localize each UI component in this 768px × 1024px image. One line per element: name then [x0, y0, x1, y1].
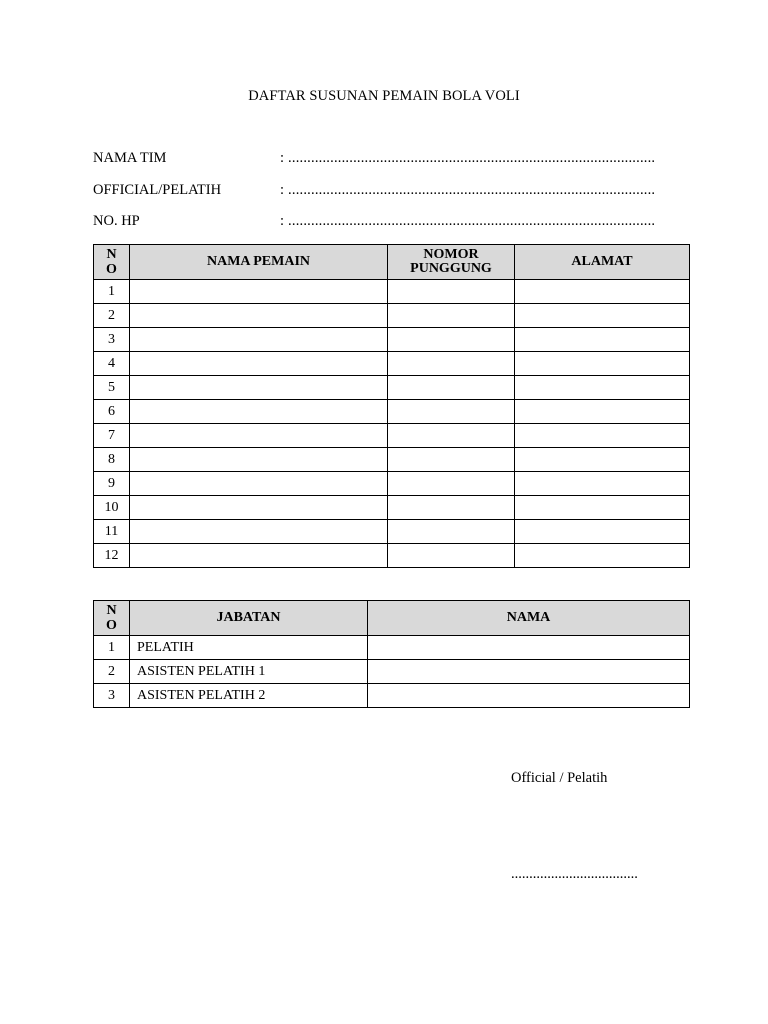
- staff-jabatan-cell: ASISTEN PELATIH 1: [130, 660, 368, 684]
- players-table: [93, 244, 690, 568]
- table-row: [94, 328, 690, 352]
- staff-header-no: [94, 601, 130, 636]
- player-number-cell[interactable]: [388, 280, 515, 304]
- field-label-official-pelatih: OFFICIAL/PELATIH: [93, 182, 222, 198]
- field-value-no-hp[interactable]: : ................................................................................................: [280, 213, 656, 229]
- player-number-cell[interactable]: [388, 304, 515, 328]
- field-row-no-hp: [93, 213, 693, 233]
- table-row: [94, 636, 690, 660]
- staff-table: [93, 600, 690, 708]
- staff-nama-cell[interactable]: [368, 660, 690, 684]
- staff-header-no-line2: O: [106, 618, 117, 633]
- player-row-no: 11: [94, 520, 130, 544]
- players-header-no: [94, 245, 130, 280]
- player-row-no: 7: [94, 424, 130, 448]
- player-number-cell[interactable]: [388, 448, 515, 472]
- player-row-no: 1: [94, 280, 130, 304]
- table-row: [94, 496, 690, 520]
- field-row-nama-tim: [93, 150, 693, 170]
- player-name-cell[interactable]: [130, 400, 388, 424]
- staff-nama-cell[interactable]: [368, 684, 690, 708]
- players-header-no-line2: O: [106, 262, 117, 277]
- player-name-cell[interactable]: [130, 448, 388, 472]
- player-address-cell[interactable]: [515, 472, 690, 496]
- table-row: [94, 660, 690, 684]
- player-address-cell[interactable]: [515, 448, 690, 472]
- player-address-cell[interactable]: [515, 496, 690, 520]
- player-address-cell[interactable]: [515, 280, 690, 304]
- player-name-cell[interactable]: [130, 520, 388, 544]
- player-number-cell[interactable]: [388, 424, 515, 448]
- staff-nama-cell[interactable]: [368, 636, 690, 660]
- player-address-cell[interactable]: [515, 328, 690, 352]
- players-header-nomor-punggung: NOMOR PUNGGUNG: [388, 245, 515, 280]
- player-row-no: 9: [94, 472, 130, 496]
- player-number-cell[interactable]: [388, 352, 515, 376]
- player-number-cell[interactable]: [388, 520, 515, 544]
- player-number-cell[interactable]: [388, 328, 515, 352]
- field-value-official-pelatih[interactable]: : ................................................................................................: [280, 182, 656, 198]
- player-row-no: 12: [94, 544, 130, 568]
- player-address-cell[interactable]: [515, 352, 690, 376]
- signature-line[interactable]: ...................................: [511, 866, 638, 882]
- player-address-cell[interactable]: [515, 544, 690, 568]
- staff-jabatan-cell: PELATIH: [130, 636, 368, 660]
- table-row: [94, 684, 690, 708]
- table-row: [94, 520, 690, 544]
- staff-row-no: 1: [94, 636, 130, 660]
- player-name-cell[interactable]: [130, 328, 388, 352]
- players-header-no-line1: N: [106, 247, 117, 262]
- staff-table-header-row: [94, 601, 690, 636]
- player-name-cell[interactable]: [130, 424, 388, 448]
- table-row: [94, 304, 690, 328]
- player-number-cell[interactable]: [388, 496, 515, 520]
- table-row: [94, 352, 690, 376]
- player-row-no: 5: [94, 376, 130, 400]
- staff-jabatan-cell: ASISTEN PELATIH 2: [130, 684, 368, 708]
- player-address-cell[interactable]: [515, 304, 690, 328]
- players-table-header-row: [94, 245, 690, 280]
- player-row-no: 10: [94, 496, 130, 520]
- player-name-cell[interactable]: [130, 280, 388, 304]
- player-address-cell[interactable]: [515, 424, 690, 448]
- signature-caption: Official / Pelatih: [511, 770, 608, 786]
- table-row: [94, 472, 690, 496]
- player-name-cell[interactable]: [130, 472, 388, 496]
- player-name-cell[interactable]: [130, 376, 388, 400]
- player-address-cell[interactable]: [515, 376, 690, 400]
- players-header-nama-pemain: NAMA PEMAIN: [130, 245, 388, 280]
- player-name-cell[interactable]: [130, 352, 388, 376]
- player-row-no: 4: [94, 352, 130, 376]
- player-row-no: 6: [94, 400, 130, 424]
- player-address-cell[interactable]: [515, 400, 690, 424]
- players-header-alamat: ALAMAT: [515, 245, 690, 280]
- player-name-cell[interactable]: [130, 496, 388, 520]
- player-number-cell[interactable]: [388, 376, 515, 400]
- field-label-no-hp: NO. HP: [93, 213, 140, 229]
- table-row: [94, 424, 690, 448]
- player-name-cell[interactable]: [130, 304, 388, 328]
- player-number-cell[interactable]: [388, 400, 515, 424]
- player-address-cell[interactable]: [515, 520, 690, 544]
- player-row-no: 8: [94, 448, 130, 472]
- table-row: [94, 280, 690, 304]
- staff-row-no: 3: [94, 684, 130, 708]
- player-name-cell[interactable]: [130, 544, 388, 568]
- player-number-cell[interactable]: [388, 472, 515, 496]
- staff-header-no-line1: N: [106, 603, 117, 618]
- staff-header-nama: NAMA: [368, 601, 690, 636]
- player-row-no: 2: [94, 304, 130, 328]
- table-row: [94, 400, 690, 424]
- document-title: DAFTAR SUSUNAN PEMAIN BOLA VOLI: [248, 88, 520, 104]
- staff-header-jabatan: JABATAN: [130, 601, 368, 636]
- table-row: [94, 376, 690, 400]
- table-row: [94, 448, 690, 472]
- field-label-nama-tim: NAMA TIM: [93, 150, 167, 166]
- field-value-nama-tim[interactable]: : ................................................................................................: [280, 150, 656, 166]
- field-row-official-pelatih: [93, 182, 693, 202]
- staff-row-no: 2: [94, 660, 130, 684]
- player-row-no: 3: [94, 328, 130, 352]
- table-row: [94, 544, 690, 568]
- player-number-cell[interactable]: [388, 544, 515, 568]
